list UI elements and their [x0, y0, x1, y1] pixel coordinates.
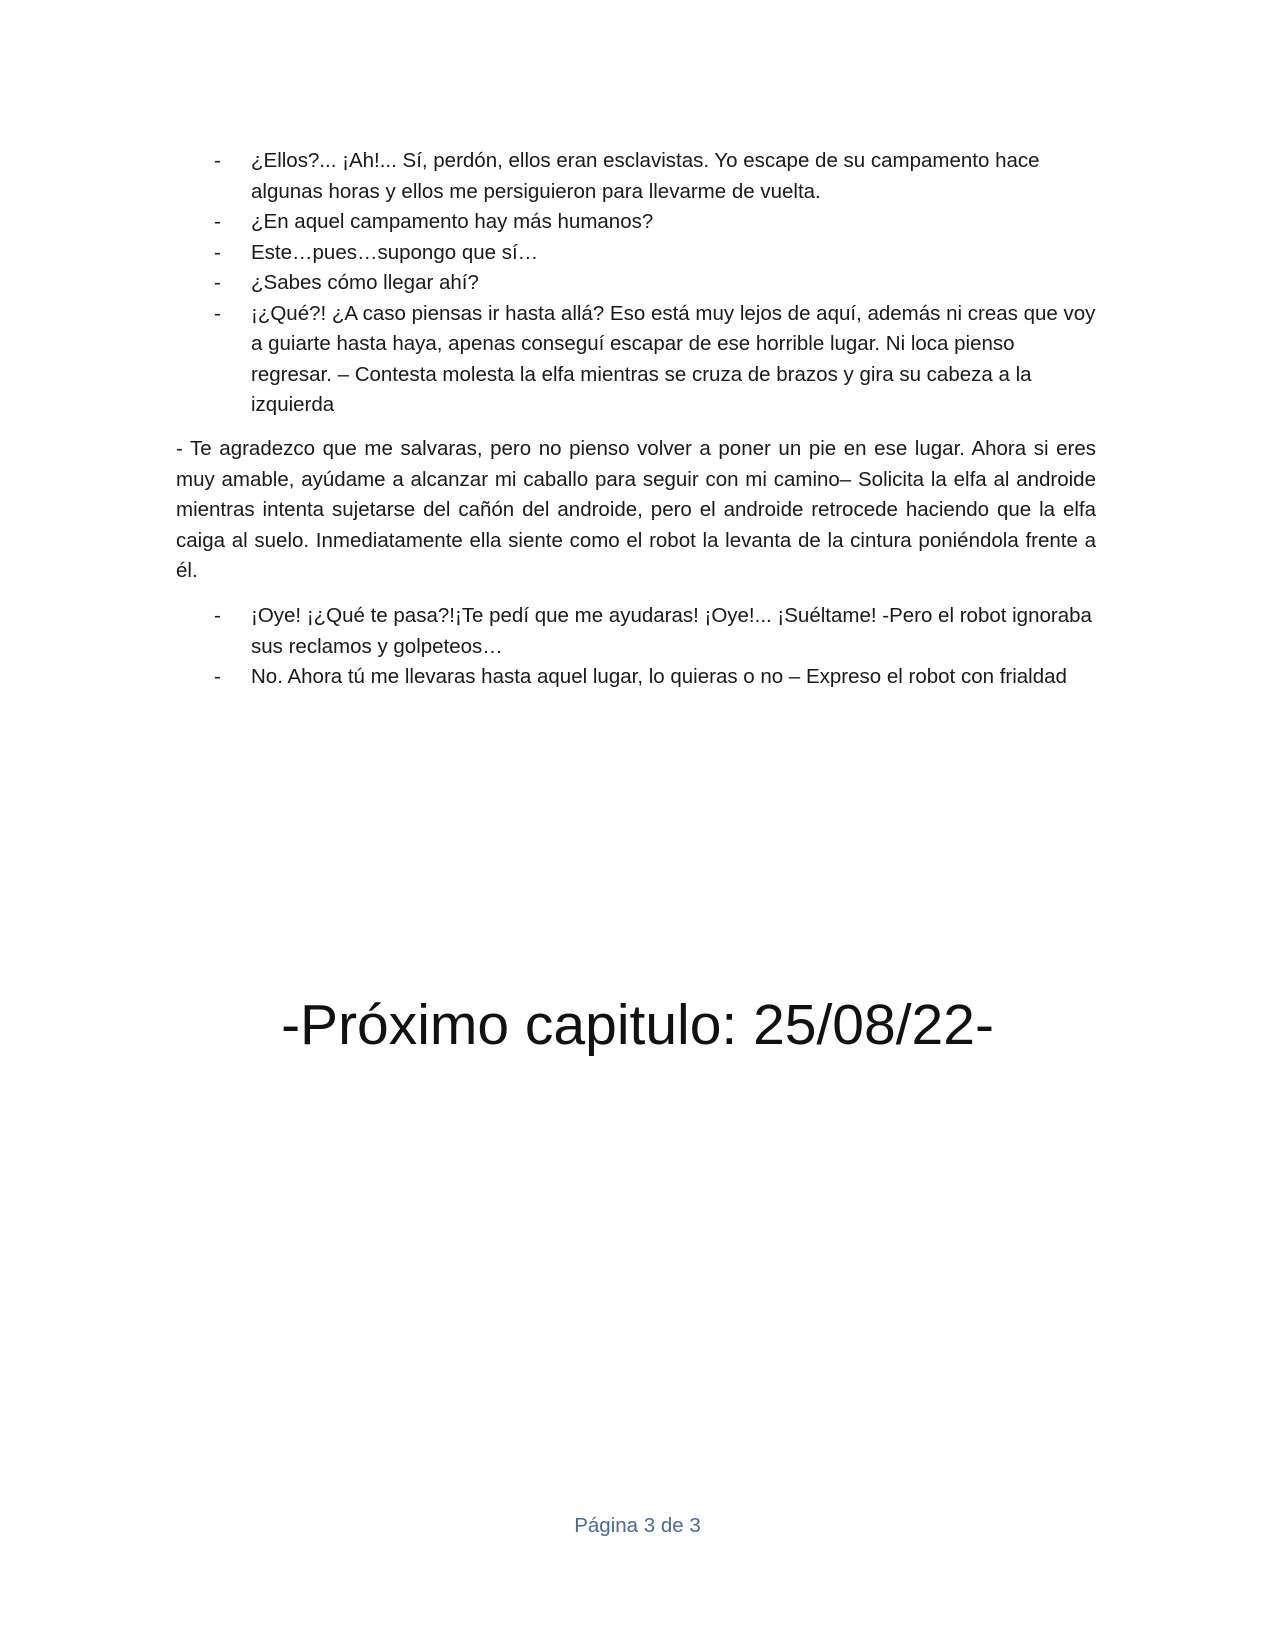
- list-dash: -: [214, 271, 221, 294]
- dialogue-text: ¿En aquel campamento hay más humanos?: [251, 210, 654, 233]
- dialogue-text: Este…pues…supongo que sí…: [251, 240, 539, 264]
- list-dash: -: [214, 301, 221, 325]
- dialogue-text: No. Ahora tú me llevaras hasta aquel lugar, lo quieras o no – Expreso el robot con frialdad: [251, 665, 1067, 688]
- dialogue-line: [176, 207, 1096, 238]
- dialogue-line: [176, 238, 1096, 269]
- next-chapter-heading: -Próximo capitulo: 25/08/22-: [281, 993, 994, 1057]
- dialogue-text: ¡¿Qué?! ¿A caso piensas ir hasta allá? Eso está muy lejos de aquí, además ni creas que voy a guiarte hasta haya, apenas conseguí escapar de ese horrible lugar. Ni loca pienso regresar. – Contesta molesta la elfa mientras se cruza de brazos y gira su cabeza a la izquierda: [251, 301, 1096, 416]
- list-dash: -: [214, 210, 221, 233]
- list-dash: -: [214, 149, 221, 172]
- dialogue-line: [176, 299, 1096, 421]
- page-number-footer: Página 3 de 3: [574, 1514, 701, 1537]
- dialogue-line: [176, 268, 1096, 299]
- list-dash: -: [214, 240, 221, 264]
- dialogue-text: ¿Ellos?... ¡Ah!... Sí, perdón, ellos eran esclavistas. Yo escape de su campamento hace algunas horas y ellos me persiguieron para llevarme de vuelta.: [251, 149, 1040, 203]
- dialogue-list-2: [176, 601, 1096, 693]
- dialogue-line: [176, 146, 1096, 207]
- dialogue-text: ¡Oye! ¡¿Qué te pasa?!¡Te pedí que me ayudaras! ¡Oye!... ¡Suéltame! -Pero el robot ignoraba sus reclamos y golpeteos…: [251, 604, 1092, 658]
- dialogue-list-1: [176, 146, 1096, 421]
- dialogue-text: ¿Sabes cómo llegar ahí?: [251, 271, 479, 294]
- narrative-paragraph: - Te agradezco que me salvaras, pero no pienso volver a poner un pie en ese lugar. Ahora si eres muy amable, ayúdame a alcanzar mi caballo para seguir con mi camino– Solicita la elfa al androide mientras intenta sujetarse del cañón del androide, pero el androide retrocede haciendo que la elfa caiga al suelo. Inmediatamente ella siente como el robot la levanta de la cintura poniéndola frente a él.: [176, 437, 1096, 582]
- list-dash: -: [214, 604, 221, 627]
- dialogue-line: [176, 662, 1096, 693]
- list-dash: -: [214, 665, 221, 688]
- dialogue-line: [176, 601, 1096, 662]
